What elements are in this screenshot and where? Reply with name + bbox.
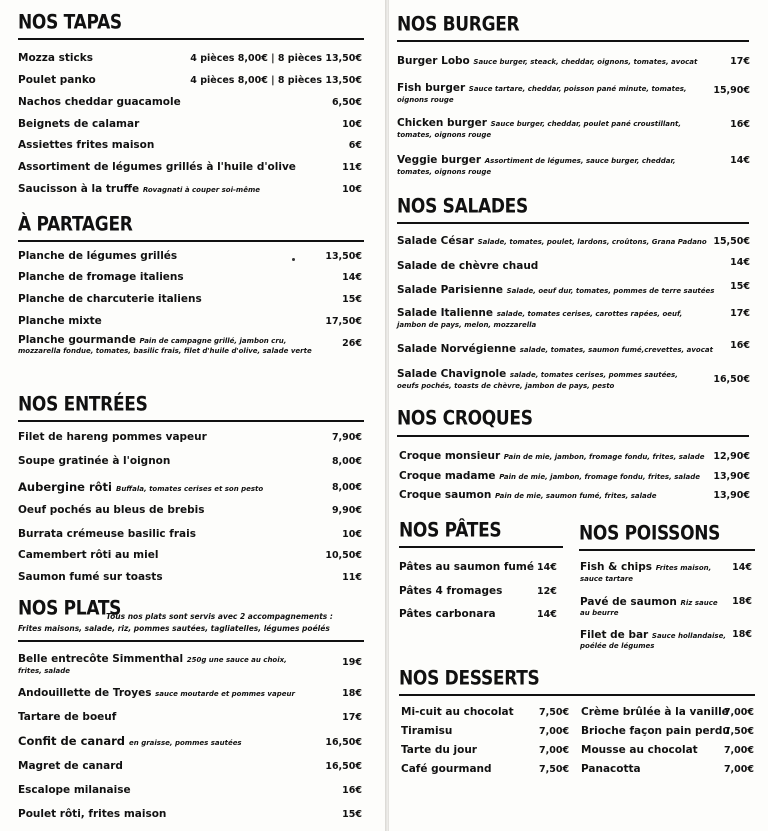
menu-item-desc: Frites maison, bbox=[655, 564, 712, 572]
menu-item-price: 12€ bbox=[537, 586, 557, 597]
menu-item-price: 18€ bbox=[342, 688, 362, 699]
menu-item-price: 16,50€ bbox=[325, 737, 362, 748]
menu-item-price: 17,50€ bbox=[325, 316, 362, 327]
menu-item-price: 13,90€ bbox=[713, 490, 750, 501]
menu-item-price: 7,00€ bbox=[723, 707, 754, 718]
menu-item-price: 7,90€ bbox=[331, 432, 362, 443]
menu-item-price: 15€ bbox=[730, 281, 750, 292]
menu-item-desc: 250g une sauce au choix, bbox=[186, 656, 287, 664]
menu-item-price: 12,90€ bbox=[713, 451, 750, 462]
section-title-plats: NOS PLATS bbox=[18, 597, 122, 620]
menu-item-name: Tiramisu bbox=[401, 725, 453, 737]
menu-item-desc: Sauce burger, cheddar, poulet pané croustillant, bbox=[490, 120, 682, 128]
menu-item-desc: sauce tartare bbox=[580, 575, 633, 583]
menu-item-name: Saumon fumé sur toasts bbox=[18, 571, 163, 583]
menu-item-name: Tarte du jour bbox=[401, 744, 477, 756]
section-rule bbox=[397, 222, 749, 224]
menu-item-name: Confit de canard en graisse, pommes sautées bbox=[18, 734, 242, 748]
menu-item-name: Camembert rôti au miel bbox=[18, 549, 159, 561]
menu-item-price: 11€ bbox=[342, 162, 362, 173]
menu-item-name: Café gourmand bbox=[401, 763, 492, 775]
section-rule bbox=[18, 420, 364, 422]
menu-item-price: 18€ bbox=[732, 596, 752, 607]
menu-item-desc: tomates, oignons rouge bbox=[397, 168, 492, 176]
menu-item-desc: Rovagnati à couper soi-même bbox=[142, 186, 260, 194]
menu-item-desc: Sauce hollandaise, bbox=[651, 632, 726, 640]
section-rule bbox=[399, 694, 755, 696]
menu-item-price: 10€ bbox=[342, 119, 362, 130]
menu-item-desc: Salade, oeuf dur, tomates, pommes de terre sautées bbox=[506, 287, 715, 295]
menu-item-name: Pâtes au saumon fumé bbox=[399, 561, 534, 573]
menu-item-name: Croque monsieur Pain de mie, jambon, fromage fondu, frites, salade bbox=[399, 450, 705, 462]
menu-item-name: Salade Norvégienne salade, tomates, saumon fumé,crevettes, avocat bbox=[397, 343, 713, 355]
menu-item-price: 4 pièces 8,00€ | 8 pièces 13,50€ bbox=[190, 53, 362, 64]
menu-item-price: 7,50€ bbox=[539, 707, 570, 718]
menu-item-price: 8,00€ bbox=[331, 456, 362, 467]
section-title-desserts: NOS DESSERTS bbox=[399, 667, 540, 690]
menu-item-name: Beignets de calamar bbox=[18, 118, 140, 130]
menu-item-name: Aubergine rôti Buffala, tomates cerises et son pesto bbox=[18, 480, 264, 494]
section-rule bbox=[579, 549, 755, 551]
menu-item-desc: Buffala, tomates cerises et son pesto bbox=[115, 485, 264, 493]
menu-item-name: Brioche façon pain perdu bbox=[581, 725, 730, 737]
menu-item-desc: tomates, oignons rouge bbox=[397, 131, 492, 139]
menu-item-name: Planche de fromage italiens bbox=[18, 271, 184, 283]
menu-item-price: 16,50€ bbox=[325, 761, 362, 772]
menu-item-price: 13,90€ bbox=[713, 471, 750, 482]
plats-note: Frites maisons, salade, riz, pommes sautées, tagliatelles, légumes poélés bbox=[18, 624, 330, 633]
menu-item-desc: Assortiment de légumes, sauce burger, cheddar, bbox=[484, 157, 676, 165]
menu-item-desc: Riz sauce bbox=[680, 599, 718, 607]
menu-item-name: Veggie burger Assortiment de légumes, sauce burger, cheddar, bbox=[397, 154, 676, 166]
menu-item-desc: en graisse, pommes sautées bbox=[129, 739, 242, 747]
menu-item-desc: Sauce tartare, cheddar, poisson pané minute, tomates, bbox=[468, 85, 687, 93]
menu-item-price: 4 pièces 8,00€ | 8 pièces 13,50€ bbox=[190, 75, 362, 86]
menu-item-name: Fish burger Sauce tartare, cheddar, poisson pané minute, tomates, bbox=[397, 82, 687, 94]
menu-item-price: 19€ bbox=[342, 657, 362, 668]
menu-item-desc: Sauce burger, steack, cheddar, oignons, tomates, avocat bbox=[473, 58, 698, 66]
menu-item-price: 16€ bbox=[730, 119, 750, 130]
menu-item-name: Planche gourmande Pain de campagne grillé, jambon cru, bbox=[18, 334, 287, 346]
menu-item-name: Planche de légumes grillés bbox=[18, 250, 178, 262]
menu-item-price: 14€ bbox=[537, 562, 557, 573]
section-rule bbox=[18, 640, 364, 642]
menu-item-desc: oignons rouge bbox=[397, 96, 454, 104]
menu-item-desc: Salade, tomates, poulet, lardons, croûtons, Grana Padano bbox=[477, 238, 707, 246]
menu-item-desc: salade, tomates, saumon fumé,crevettes, avocat bbox=[519, 346, 713, 354]
menu-item-name: Mozza sticks bbox=[18, 52, 93, 64]
menu-item-desc: sauce moutarde et pommes vapeur bbox=[155, 690, 295, 698]
menu-item-desc: Pain de mie, jambon, fromage fondu, frites, salade bbox=[499, 473, 700, 481]
plats-note: Tous nos plats sont servis avec 2 accompagnements : bbox=[106, 612, 333, 621]
print-speck bbox=[292, 258, 295, 261]
menu-item-price: 6,50€ bbox=[331, 97, 362, 108]
menu-item-name: Salade Chavignole salade, tomates cerises, pommes sautées, bbox=[397, 368, 678, 380]
menu-item-price: 14€ bbox=[732, 562, 752, 573]
menu-item-name: Filet de hareng pommes vapeur bbox=[18, 431, 207, 443]
menu-item-price: 7,00€ bbox=[539, 726, 570, 737]
menu-item-price: 14€ bbox=[342, 272, 362, 283]
section-title-croques: NOS CROQUES bbox=[397, 407, 533, 430]
menu-item-name: Belle entrecôte Simmenthal 250g une sauce au choix, bbox=[18, 653, 287, 665]
section-rule bbox=[397, 435, 749, 437]
menu-item-name: Magret de canard bbox=[18, 760, 123, 772]
menu-item-name: Croque saumon Pain de mie, saumon fumé, frites, salade bbox=[399, 489, 657, 501]
menu-item-price: 7,00€ bbox=[723, 745, 754, 756]
menu-item-name: Poulet panko bbox=[18, 74, 96, 86]
menu-item-name: Oeuf pochés au bleus de brebis bbox=[18, 504, 205, 516]
menu-item-price: 16,50€ bbox=[713, 374, 750, 385]
menu-item-price: 11€ bbox=[342, 572, 362, 583]
menu-item-name: Escalope milanaise bbox=[18, 784, 131, 796]
menu-item-price: 8,00€ bbox=[331, 482, 362, 493]
menu-item-price: 15,50€ bbox=[713, 236, 750, 247]
menu-item-price: 6€ bbox=[348, 140, 362, 151]
menu-item-name: Mi-cuit au chocolat bbox=[401, 706, 514, 718]
menu-item-price: 10€ bbox=[342, 529, 362, 540]
menu-item-price: 9,90€ bbox=[331, 505, 362, 516]
menu-item-price: 16€ bbox=[730, 340, 750, 351]
menu-item-desc: salade, tomates cerises, carottes rapées, oeuf, bbox=[496, 310, 683, 318]
menu-item-name: Soupe gratinée à l'oignon bbox=[18, 455, 171, 467]
menu-item-name: Assiettes frites maison bbox=[18, 139, 155, 151]
menu-item-name: Chicken burger Sauce burger, cheddar, poulet pané croustillant, bbox=[397, 117, 682, 129]
menu-item-desc: Pain de campagne grillé, jambon cru, bbox=[139, 337, 287, 345]
menu-item-desc: mozzarella fondue, tomates, basilic frais, filet d'huile d'olive, salade verte bbox=[18, 347, 312, 355]
menu-item-name: Andouillette de Troyes sauce moutarde et pommes vapeur bbox=[18, 687, 295, 699]
menu-item-desc: salade, tomates cerises, pommes sautées, bbox=[509, 371, 678, 379]
menu-item-price: 17€ bbox=[730, 56, 750, 67]
menu-item-name: Pâtes 4 fromages bbox=[399, 585, 503, 597]
menu-item-desc: poélée de légumes bbox=[580, 642, 655, 650]
menu-item-price: 13,50€ bbox=[325, 251, 362, 262]
section-title-tapas: NOS TAPAS bbox=[18, 11, 122, 34]
menu-item-desc: au beurre bbox=[580, 609, 619, 617]
menu-item-price: 14€ bbox=[730, 155, 750, 166]
menu-item-price: 14€ bbox=[730, 257, 750, 268]
menu-item-name: Poulet rôti, frites maison bbox=[18, 808, 167, 820]
menu-item-name: Planche de charcuterie italiens bbox=[18, 293, 202, 305]
menu-item-price: 7,00€ bbox=[723, 764, 754, 775]
menu-item-name: Pâtes carbonara bbox=[399, 608, 496, 620]
menu-item-name: Pavé de saumon Riz sauce bbox=[580, 596, 718, 608]
menu-item-desc: Pain de mie, jambon, fromage fondu, frites, salade bbox=[503, 453, 705, 461]
menu-item-desc: oeufs pochés, toasts de chèvre, jambon de pays, pesto bbox=[397, 382, 615, 390]
menu-item-name: Nachos cheddar guacamole bbox=[18, 96, 181, 108]
menu-item-name: Salade Italienne salade, tomates cerises, carottes rapées, oeuf, bbox=[397, 307, 683, 319]
section-title-burger: NOS BURGER bbox=[397, 13, 520, 36]
menu-item-price: 17€ bbox=[730, 308, 750, 319]
section-title-pates: NOS PÂTES bbox=[399, 519, 502, 542]
menu-item-name: Croque madame Pain de mie, jambon, fromage fondu, frites, salade bbox=[399, 470, 700, 482]
menu-right-page bbox=[389, 0, 768, 831]
menu-item-price: 17€ bbox=[342, 712, 362, 723]
menu-item-name: Salade César Salade, tomates, poulet, lardons, croûtons, Grana Padano bbox=[397, 235, 707, 247]
menu-item-desc: frites, salade bbox=[18, 667, 71, 675]
menu-item-price: 18€ bbox=[732, 629, 752, 640]
menu-item-name: Planche mixte bbox=[18, 315, 102, 327]
menu-item-name: Fish & chips Frites maison, bbox=[580, 561, 712, 573]
menu-item-price: 7,50€ bbox=[723, 726, 754, 737]
menu-item-price: 15,90€ bbox=[713, 85, 750, 96]
section-rule bbox=[18, 240, 364, 242]
menu-item-name: Burrata crémeuse basilic frais bbox=[18, 528, 196, 540]
menu-item-name: Filet de bar Sauce hollandaise, bbox=[580, 629, 726, 641]
section-title-poissons: NOS POISSONS bbox=[579, 522, 721, 545]
menu-item-name: Mousse au chocolat bbox=[581, 744, 698, 756]
menu-item-name: Saucisson à la truffe Rovagnati à couper soi-même bbox=[18, 183, 260, 195]
section-rule bbox=[18, 38, 364, 40]
menu-item-price: 16€ bbox=[342, 785, 362, 796]
section-rule bbox=[397, 40, 749, 42]
menu-item-price: 15€ bbox=[342, 294, 362, 305]
menu-item-name: Panacotta bbox=[581, 763, 641, 775]
menu-item-name: Crème brûlée à la vanille bbox=[581, 706, 729, 718]
menu-item-price: 10,50€ bbox=[325, 550, 362, 561]
menu-item-name: Salade Parisienne Salade, oeuf dur, tomates, pommes de terre sautées bbox=[397, 284, 715, 296]
section-title-entrees: NOS ENTRÉES bbox=[18, 393, 148, 416]
menu-item-desc: Pain de mie, saumon fumé, frites, salade bbox=[494, 492, 657, 500]
menu-item-price: 7,50€ bbox=[539, 764, 570, 775]
menu-item-price: 26€ bbox=[342, 338, 362, 349]
menu-item-price: 7,00€ bbox=[539, 745, 570, 756]
menu-item-price: 15€ bbox=[342, 809, 362, 820]
menu-item-desc: jambon de pays, melon, mozzarella bbox=[397, 321, 537, 329]
menu-item-name: Salade de chèvre chaud bbox=[397, 260, 539, 272]
menu-item-name: Tartare de boeuf bbox=[18, 711, 117, 723]
section-title-partager: À PARTAGER bbox=[18, 213, 133, 236]
menu-item-name: Burger Lobo Sauce burger, steack, cheddar, oignons, tomates, avocat bbox=[397, 55, 698, 67]
menu-item-name: Assortiment de légumes grillés à l'huile d'olive bbox=[18, 161, 296, 173]
menu-item-price: 10€ bbox=[342, 184, 362, 195]
section-rule bbox=[399, 546, 563, 548]
section-title-salades: NOS SALADES bbox=[397, 195, 528, 218]
menu-item-price: 14€ bbox=[537, 609, 557, 620]
